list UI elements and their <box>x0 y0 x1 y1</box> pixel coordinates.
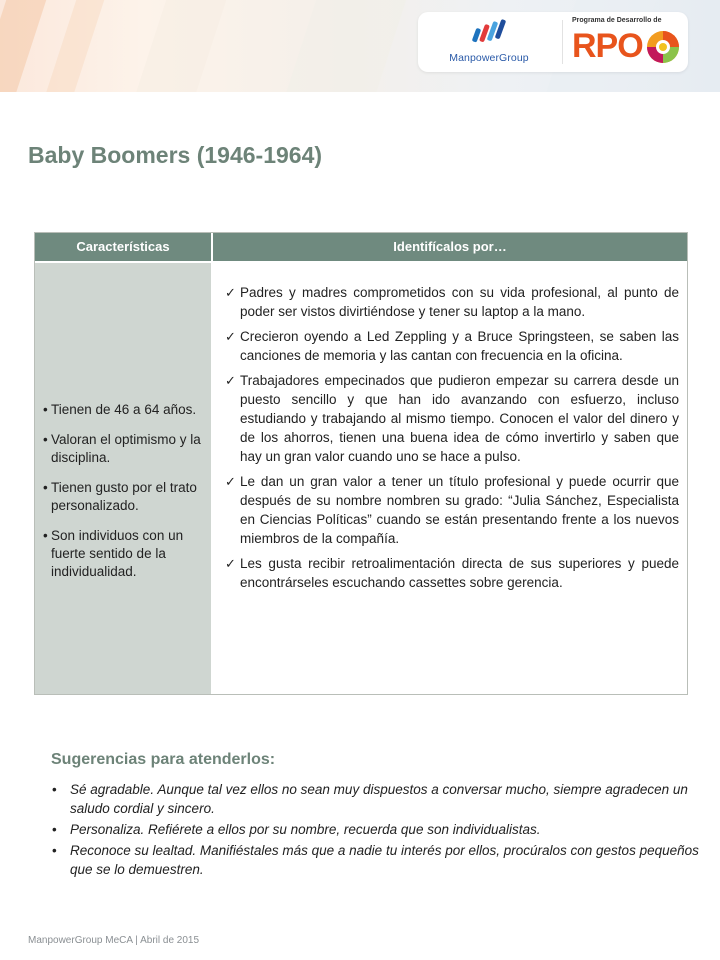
characteristic-text: Valoran el optimismo y la disciplina. <box>51 432 201 465</box>
list-item <box>225 472 679 548</box>
suggestion-text: Sé agradable. Aunque tal vez ellos no sean muy dispuestos a conversar mucho, siempre agradecen un saludo cordial y sincero. <box>70 782 688 816</box>
decor-stripe <box>0 0 53 92</box>
decor-stripe <box>37 0 110 92</box>
identify-text: Trabajadores empecinados que pudieron empezar su carrera desde un puesto sencillo y que han ido avanzando con esfuerzo, incluso estudiando y trabajando al mismo tiempo. Conocen el valor del dinero y de los ahorros, tienen una buena idea de cómo invertirlo y saben que hay un gran valor cuando uno se hace a pulso. <box>240 373 679 464</box>
rpo-colorful-circle-icon <box>646 30 680 64</box>
page-title: Baby Boomers (1946-1964) <box>28 142 323 168</box>
checkmark-icon: ✓ <box>225 474 236 489</box>
identify-text: Les gusta recibir retroalimentación directa de sus superiores y puede encontrárseles escuchando cassettes sobre gerencia. <box>240 556 679 590</box>
checkmark-icon: ✓ <box>225 329 236 344</box>
bullet: • <box>43 432 48 447</box>
characteristic-text: Son individuos con un fuerte sentido de la individualidad. <box>51 528 184 579</box>
list-item <box>43 527 209 581</box>
logo-box <box>418 12 688 72</box>
manpowergroup-bars-icon <box>470 18 510 46</box>
manpowergroup-logo <box>418 12 558 72</box>
suggestions-title: Sugerencias para atenderlos: <box>51 751 276 768</box>
logo-divider <box>562 20 563 64</box>
program-name: RPO <box>572 27 643 65</box>
column-separator <box>211 261 213 694</box>
suggestions-list <box>52 780 702 881</box>
list-item <box>43 401 209 419</box>
list-item <box>225 371 679 466</box>
table-header-identify: Identifícalos por… <box>393 239 507 254</box>
list-item <box>43 479 209 515</box>
checkmark-icon: ✓ <box>225 373 236 388</box>
list-item <box>225 283 679 321</box>
checkmark-icon: ✓ <box>225 285 236 300</box>
characteristic-text: Tienen de 46 a 64 años. <box>51 402 197 417</box>
list-item <box>43 431 209 467</box>
list-item <box>225 554 679 592</box>
checkmark-icon: ✓ <box>225 556 236 571</box>
bullet: • <box>43 402 48 417</box>
list-item <box>52 820 702 839</box>
suggestion-text: Reconoce su lealtad. Manifiéstales más que a nadie tu interés por ellos, procúralos con gestos pequeños que se lo demuestren. <box>70 843 699 877</box>
table-header-characteristics: Características <box>76 239 170 254</box>
characteristics-table <box>34 232 688 695</box>
characteristic-text: Tienen gusto por el trato personalizado. <box>51 480 197 513</box>
header-band <box>0 0 720 92</box>
characteristics-list <box>43 401 209 593</box>
brand-name: ManpowerGroup <box>449 52 529 64</box>
identify-text: Le dan un gran valor a tener un título profesional y puede ocurrir que después de su nombre nombren su grado: “Julia Sánchez, Especialista en Ciencias Políticas” cuando se están presentando frente a los nuevos miembros de la compañía. <box>240 474 679 546</box>
rpo-logo <box>566 12 688 72</box>
table-header-row <box>35 233 687 261</box>
bullet: • <box>52 843 57 858</box>
characteristics-column <box>35 263 211 694</box>
decor-stripe <box>277 0 412 92</box>
list-item <box>52 780 702 818</box>
bullet: • <box>52 822 57 837</box>
footer-text: ManpowerGroup MeCA | Abril de 2015 <box>28 935 200 946</box>
program-label: Programa de Desarrollo de <box>572 17 662 24</box>
bullet: • <box>43 528 48 543</box>
list-item <box>225 327 679 365</box>
identify-text: Padres y madres comprometidos con su vida profesional, al punto de poder ser vistos divirtiéndose y tener su laptop a la mano. <box>240 285 679 319</box>
identify-text: Crecieron oyendo a Led Zeppling y a Bruce Springsteen, se saben las canciones de memoria y las cantan con frecuencia en la oficina. <box>240 329 679 363</box>
suggestion-text: Personaliza. Refiérete a ellos por su nombre, recuerda que son individualistas. <box>70 822 541 837</box>
identify-list <box>225 283 679 598</box>
list-item <box>52 841 702 879</box>
bullet: • <box>43 480 48 495</box>
decor-stripe <box>127 0 232 92</box>
bullet: • <box>52 782 57 797</box>
